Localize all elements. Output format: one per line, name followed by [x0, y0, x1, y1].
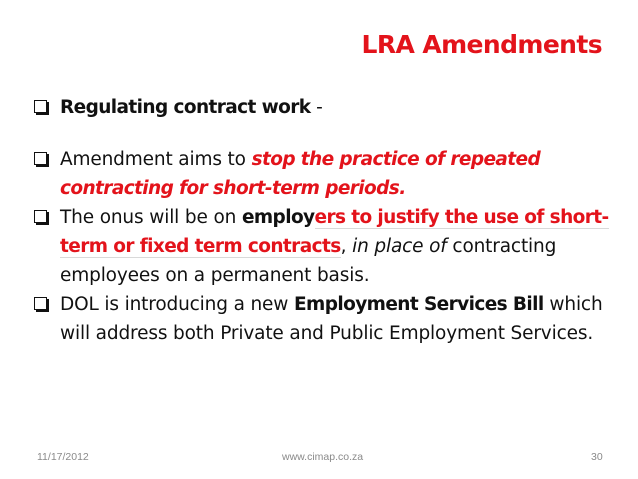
bullet-list [32, 93, 612, 348]
bullet-item [32, 145, 612, 203]
bullet-text: The onus will be on [60, 207, 242, 228]
bullet-item [32, 93, 612, 122]
page-number: 30 [591, 451, 603, 463]
bullet-text-highlight: ers to justify the use of short-term or fixed term contracts [60, 207, 609, 257]
bullet-text: DOL is introducing a new [60, 294, 295, 315]
bullet-text: which will address both Private and Public Employment Services. [60, 294, 603, 344]
bullet-text-bold: Employment Services Bill [294, 294, 544, 315]
footer-url: www.cimap.co.za [282, 451, 364, 463]
bullet-text-bold: Regulating contract work [60, 97, 311, 118]
bullet-item [32, 203, 612, 290]
bullet-text-italic: in place of [352, 236, 447, 257]
bullet-text-bold: employ [241, 207, 315, 228]
bullet-text: , [340, 236, 353, 257]
bullet-text: - [310, 97, 323, 118]
checkbox-bullet-icon [34, 210, 47, 223]
bullet-item [32, 290, 612, 348]
bullet-text-highlight: stop the practice of repeated contracting for short-term periods. [60, 149, 541, 199]
bullet-text: contracting employees on a permanent basis. [60, 236, 557, 286]
footer-date: 11/17/2012 [37, 451, 89, 463]
slide-title: LRA Amendments [361, 30, 602, 59]
bullet-text: Amendment aims to [60, 149, 252, 170]
checkbox-bullet-icon [34, 100, 47, 113]
checkbox-bullet-icon [34, 297, 47, 310]
checkbox-bullet-icon [34, 152, 47, 165]
